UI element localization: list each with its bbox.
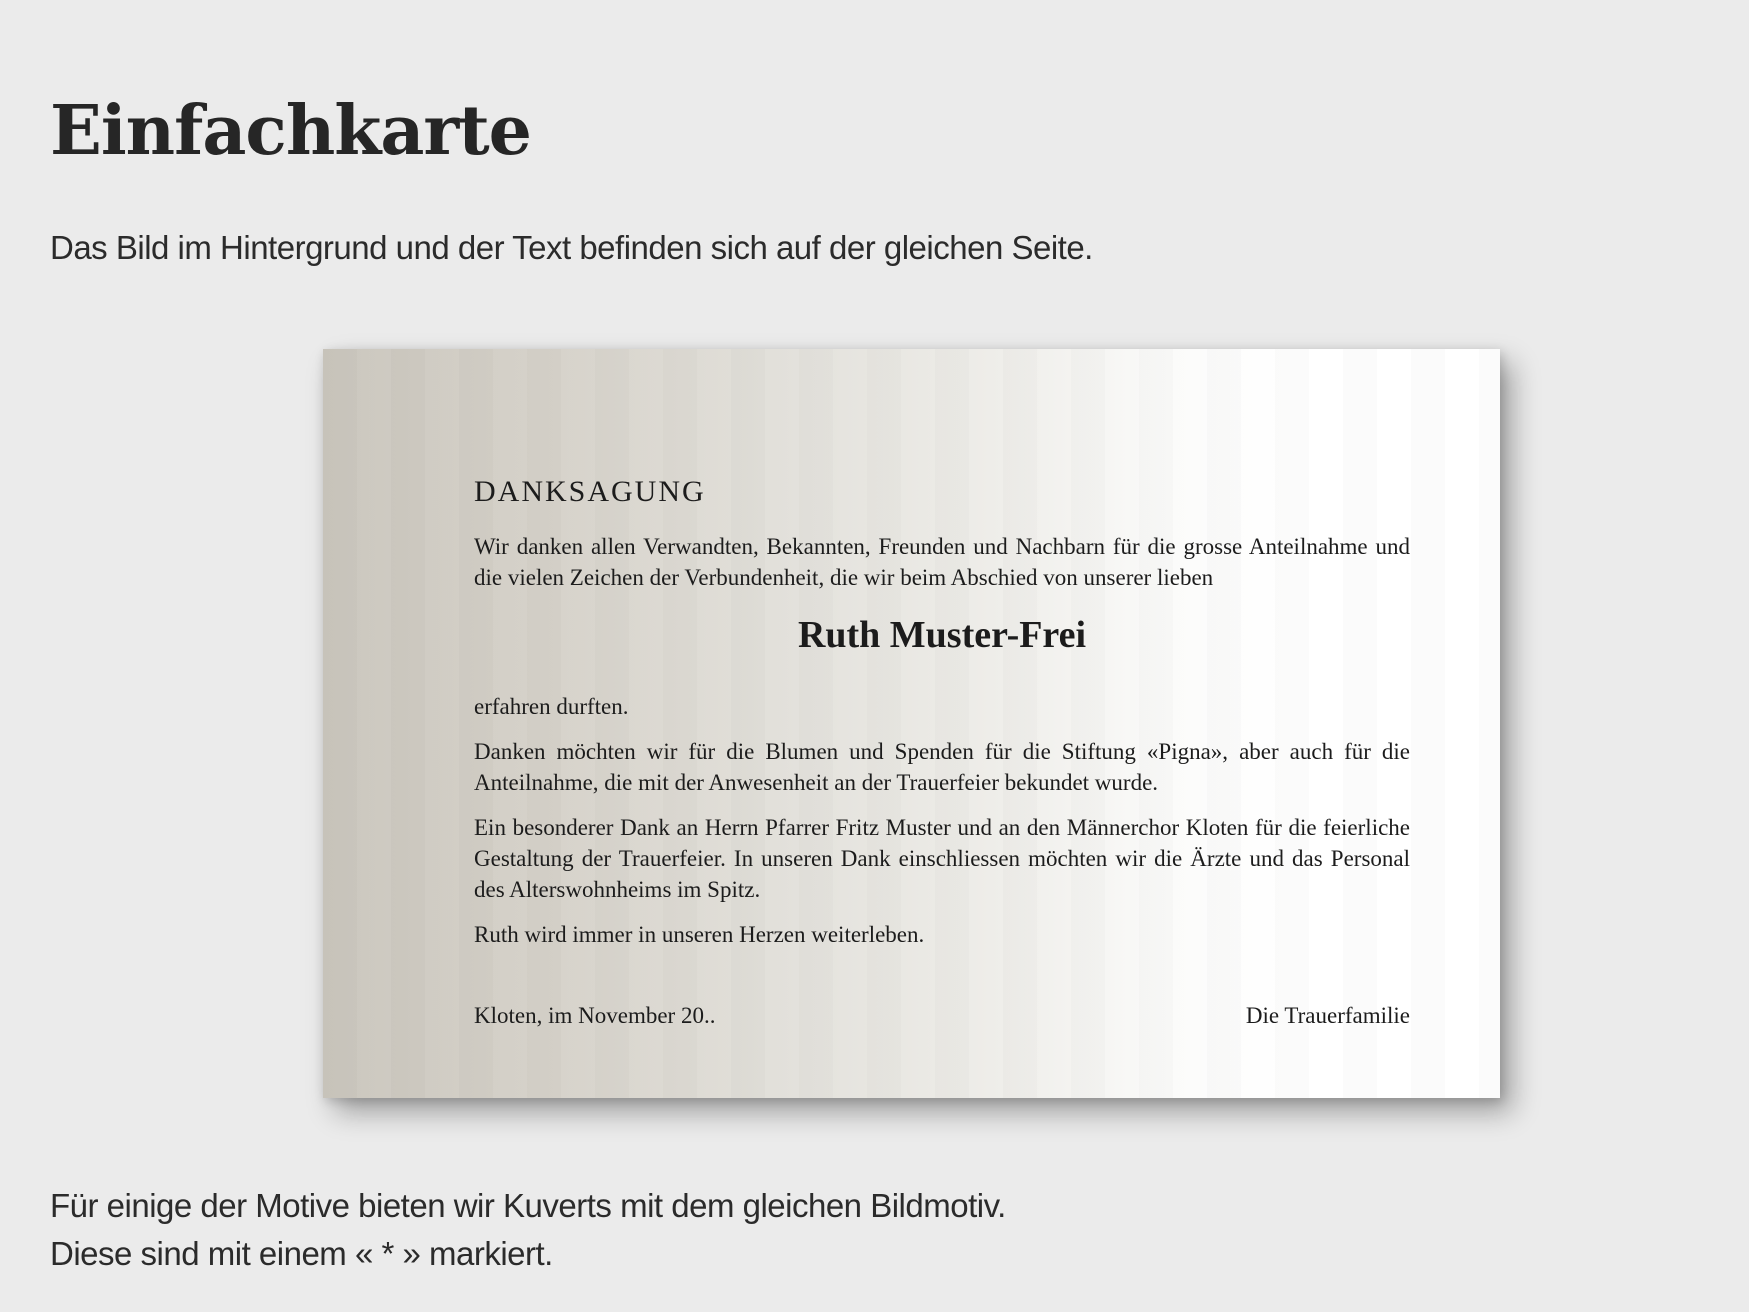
footnote-line-1: Für einige der Motive bieten wir Kuverts mit dem gleichen Bildmotiv. [50, 1187, 1006, 1224]
footnote-line-2: Diese sind mit einem « * » markiert. [50, 1235, 553, 1272]
card-signature: Die Trauerfamilie [1245, 1003, 1410, 1028]
deceased-name: Ruth Muster-Frei [797, 614, 1087, 656]
danksagung-card-preview [323, 349, 1500, 1098]
card-intro-text: Wir danken allen Verwandten, Bekannten, Freunden und Nachbarn für die grosse Anteilnahme und die vielen Zeichen der Verbundenheit, die wir beim Abschied von unserer lieben [474, 534, 1410, 590]
card-closing-text: Ruth wird immer in unseren Herzen weiterleben. [474, 922, 925, 947]
card-after-name-text: erfahren durften. [474, 694, 629, 719]
card-heading: DANKSAGUNG [474, 475, 706, 508]
page-footnote [50, 1182, 1006, 1278]
page-subtitle: Das Bild im Hintergrund und der Text befinden sich auf der gleichen Seite. [50, 229, 1093, 266]
card-paragraph-thanks-donations: Danken möchten wir für die Blumen und Spenden für die Stiftung «Pigna», aber auch für die Anteilnahme, die mit der Anwesenheit an der Trauerfeier bekundet wurde. [474, 739, 1410, 795]
card-paragraph-special-thanks: Ein besonderer Dank an Herrn Pfarrer Fritz Muster und an den Männerchor Kloten für die feierliche Gestaltung der Trauerfeier. In unseren Dank einschliessen möchten wir die Ärzte und das Personal des Alterswohnheims im Spitz. [474, 815, 1410, 902]
card-footer [474, 1000, 1410, 1031]
card-place-date: Kloten, im November 20.. [474, 1003, 716, 1028]
page-title: Einfachkarte [50, 90, 531, 171]
